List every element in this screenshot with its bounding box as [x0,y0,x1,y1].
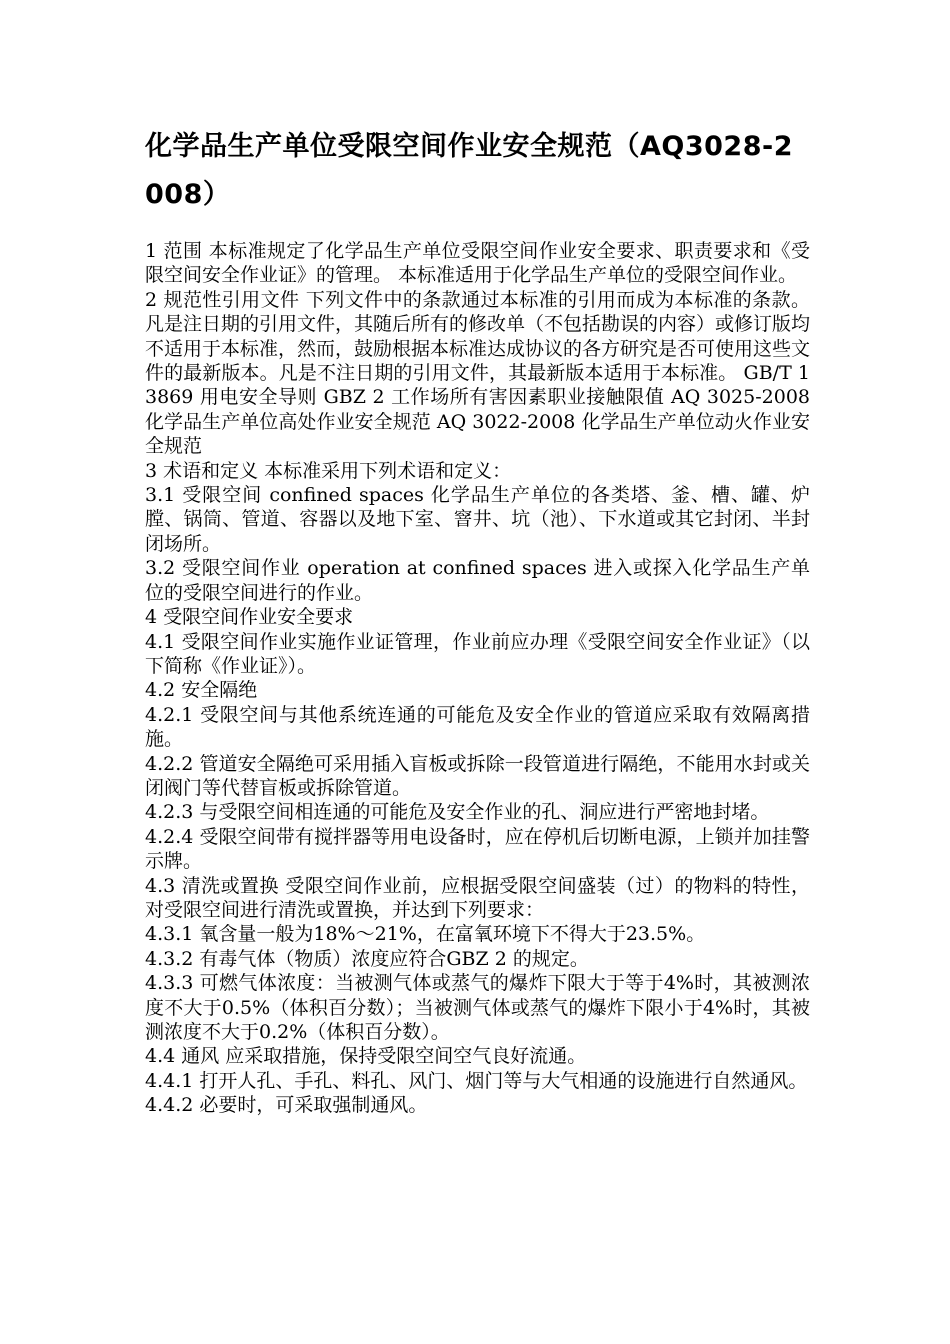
paragraph-4-4-2: 4.4.2 必要时，可采取强制通风。 [145,1094,428,1117]
paragraph-4-3-1: 4.3.1 氧含量一般为18%～21%，在富氧环境下不得大于23.5%。 [145,923,706,946]
paragraph-4-heading: 4 受限空间作业安全要求 [145,606,354,629]
paragraph-4-4-1: 4.4.1 打开人孔、手孔、料孔、风门、烟门等与大气相通的设施进行自然通风。 [145,1069,808,1092]
document-title: 化学品生产单位受限空间作业安全规范（AQ3028-2008） [145,131,793,210]
paragraph-terms-heading: 3 术语和定义 本标准采用下列术语和定义： [145,459,512,482]
document-body [145,123,810,1118]
paragraph-4-3-3: 4.3.3 可燃气体浓度：当被测气体或蒸气的爆炸下限大于等于4%时，其被测浓度不大于0.5%（体积百分数）；当被测气体或蒸气的爆炸下限小于4%时，其被测浓度不大于0.2%（体积百分数）。 [145,972,810,1043]
paragraph-4-2: 4.2 安全隔绝 [145,679,258,702]
paragraph-normative-references: 2 规范性引用文件 下列文件中的条款通过本标准的引用而成为本标准的条款。凡是注日期的引用文件，其随后所有的修改单（不包括勘误的内容）或修订版均不适用于本标准，然而，鼓励根据本标准达成协议的各方研究是否可使用这些文件的最新版本。凡是不注日期的引用文件，其最新版本适用于本标准。 GB/T 13869 用电安全导则 GBZ 2 工作场所有害因素职业接触限值 AQ 3025-2008 化学品生产单位高处作业安全规范 AQ 3022-2008 化学品生产单位动火作业安全规范 [145,288,811,458]
paragraph-3-1: 3.1 受限空间 confined spaces 化学品生产单位的各类塔、釜、槽、罐、炉膛、锅筒、管道、容器以及地下室、窨井、坑（池）、下水道或其它封闭、半封闭场所。 [145,484,810,555]
paragraph-list [145,239,810,1118]
paragraph-4-3-2: 4.3.2 有毒气体（物质）浓度应符合GBZ 2 的规定。 [145,947,589,970]
paragraph-4-2-1: 4.2.1 受限空间与其他系统连通的可能危及安全作业的管道应采取有效隔离措施。 [145,703,810,751]
paragraph-3-2: 3.2 受限空间作业 operation at confined spaces 进入或探入化学品生产单位的受限空间进行的作业。 [145,557,810,604]
paragraph-4-1: 4.1 受限空间作业实施作业证管理，作业前应办理《受限空间安全作业证》（以下简称《作业证》）。 [145,630,810,677]
paragraph-4-2-3: 4.2.3 与受限空间相连通的可能危及安全作业的孔、洞应进行严密地封堵。 [145,801,770,824]
paragraph-4-2-4: 4.2.4 受限空间带有搅拌器等用电设备时，应在停机后切断电源，上锁并加挂警示牌。 [145,825,810,873]
paragraph-4-3: 4.3 清洗或置换 受限空间作业前，应根据受限空间盛装（过）的物料的特性，对受限空间进行清洗或置换，并达到下列要求： [145,874,810,921]
paragraph-4-4: 4.4 通风 应采取措施，保持受限空间空气良好流通。 [145,1045,587,1068]
paragraph-4-2-2: 4.2.2 管道安全隔绝可采用插入盲板或拆除一段管道进行隔绝，不能用水封或关闭阀门等代替盲板或拆除管道。 [145,752,810,799]
paragraph-scope: 1 范围 本标准规定了化学品生产单位受限空间作业安全要求、职责要求和《受限空间安全作业证》的管理。 本标准适用于化学品生产单位的受限空间作业。 [145,240,810,287]
